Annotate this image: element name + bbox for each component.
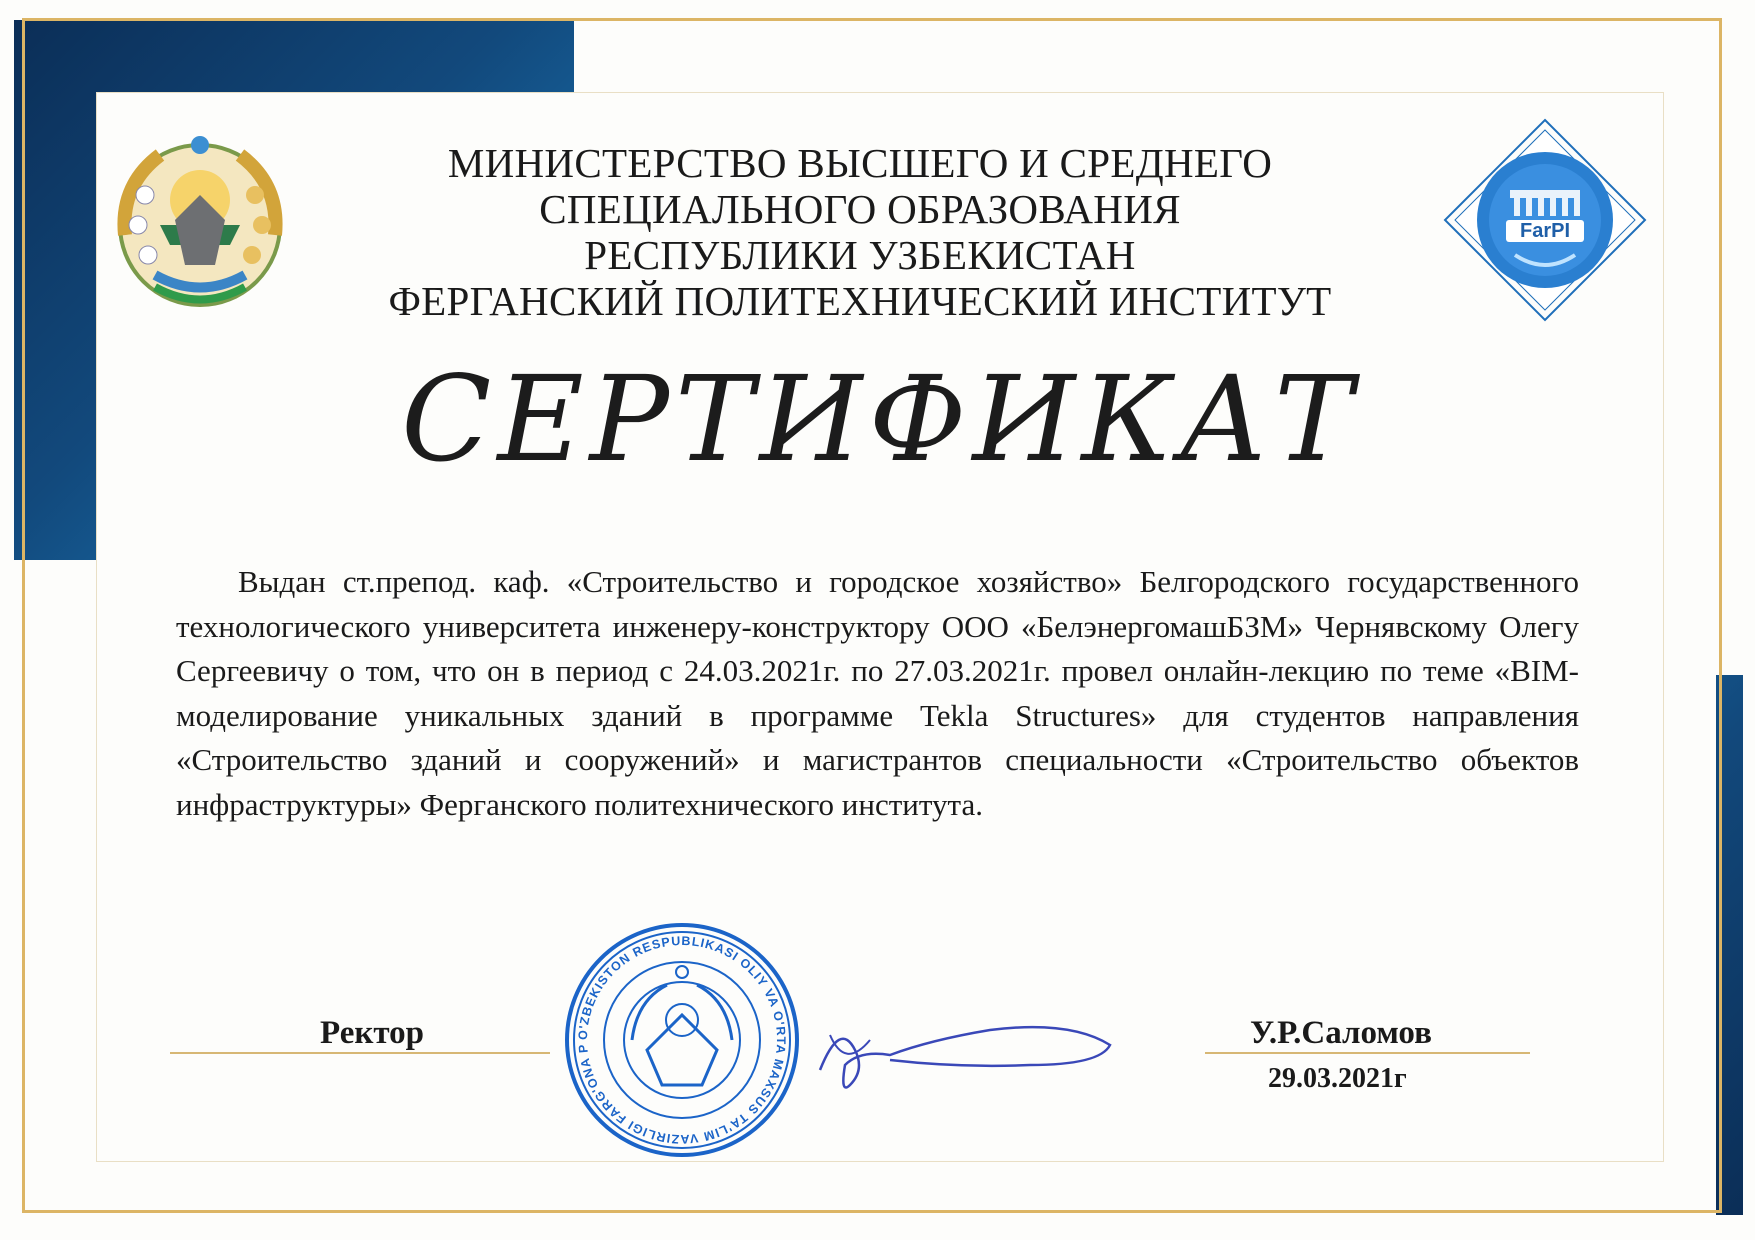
certificate-text: Выдан ст.препод. каф. «Строительство и городское хозяйство» Белгородского государственного технологического университета инженеру-конструктору ООО «БелэнергомашБЗМ» Чернявскому Олегу Сергеевичу о том, что он в период с 24.03.2021г. по 27.03.2021г. провел онлайн-лекцию по теме «BIM-моделирование уникальных зданий в программе Tekla Structures» для студентов направления «Строительство зданий и сооружений» и магистрантов специальности «Строительство объектов инфраструктуры» Ферганского политехнического института. <box>176 564 1579 822</box>
header-line-1: МИНИСТЕРСТВО ВЫСШЕГО И СРЕДНЕГО <box>447 140 1273 186</box>
official-stamp-icon <box>562 920 802 1160</box>
signatory-position: Ректор <box>320 1015 425 1051</box>
signature-line-right <box>1205 1052 1530 1054</box>
rector-signature-icon <box>810 1010 1120 1100</box>
stamp-ring-text: O'ZBEKISTON RESPUBLIKASI OLIY VA O'RTA MAXSUS TA'LIM VAZIRLIGI FARG'ONA P <box>575 933 789 1147</box>
header-line-2: СПЕЦИАЛЬНОГО ОБРАЗОВАНИЯ <box>539 186 1181 232</box>
issuer-header <box>300 140 1420 324</box>
farpi-logo-icon <box>1440 115 1650 325</box>
farpi-logo-text: FarPI <box>1519 220 1571 242</box>
state-emblem-icon <box>100 125 300 325</box>
signature-line-left <box>170 1052 550 1054</box>
signatory-name: У.Р.Саломов <box>1250 1015 1432 1051</box>
header-line-3: РЕСПУБЛИКИ УЗБЕКИСТАН <box>584 232 1136 278</box>
header-line-4: ФЕРГАНСКИЙ ПОЛИТЕХНИЧЕСКИЙ ИНСТИТУТ <box>388 278 1332 324</box>
issue-date: 29.03.2021г <box>1268 1063 1407 1094</box>
certificate-body <box>176 560 1579 827</box>
certificate-title: СЕРТИФИКАТ <box>401 350 1359 488</box>
svg-text:O'ZBEKISTON RESPUBLIKASI OLIY <box>562 920 788 1146</box>
